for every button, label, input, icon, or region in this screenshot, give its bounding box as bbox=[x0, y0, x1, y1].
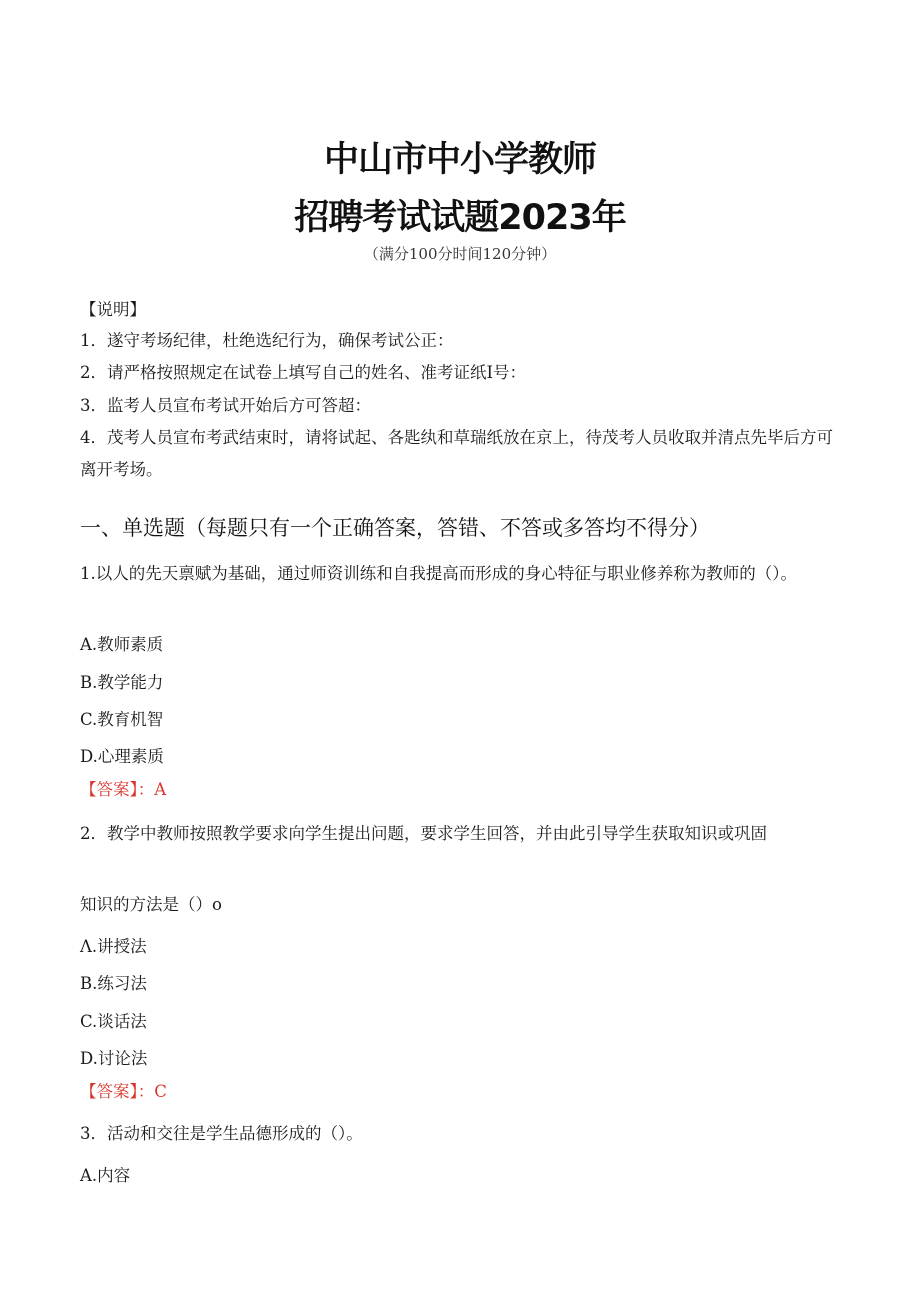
instruction-item: 1．遂守考场纪律，杜绝选纪行为，确保考试公正： bbox=[80, 331, 454, 350]
answer-label: 【答案】：A bbox=[80, 780, 167, 799]
question-option: A.教师素质 bbox=[80, 635, 164, 654]
question-option: B.教学能力 bbox=[80, 673, 164, 692]
section-heading: 一、单选题（每题只有一个正确答案，答错、不答或多答均不得分） bbox=[80, 516, 710, 540]
question-stem-continued: 知识的方法是（）o bbox=[80, 895, 222, 914]
exam-title-line-2: 招聘考试试题2023年 bbox=[294, 198, 626, 238]
exam-subtitle: （满分100分时间120分钟） bbox=[363, 245, 557, 263]
instruction-item: 4．茂考人员宣布考武结束时，请将试起、各匙纨和草瑞纸放在京上，待茂考人员收取并清点先毕后方可离开考场。 bbox=[80, 428, 833, 479]
question-stem: 3．活动和交往是学生品德形成的（）。 bbox=[80, 1124, 363, 1143]
question-option: Λ.讲授法 bbox=[80, 937, 147, 956]
question-stem: 1.以人的先天禀赋为基础，通过师资训练和自我提高而形成的身心特征与职业修养称为教师的（）。 bbox=[80, 564, 797, 583]
answer-label: 【答案】：C bbox=[80, 1082, 167, 1101]
question-stem: 2．教学中教师按照教学要求向学生提出问题，要求学生回答，并由此引导学生获取知识或巩固 bbox=[80, 824, 767, 843]
exam-title-line-1: 中山市中小学教师 bbox=[323, 140, 596, 180]
question-option: A.内容 bbox=[80, 1166, 131, 1185]
instructions-heading: 【说明】 bbox=[80, 300, 146, 319]
question-option: D.讨论法 bbox=[80, 1049, 148, 1068]
question-option: B.练习法 bbox=[80, 974, 147, 993]
question-option: C.谈话法 bbox=[80, 1012, 147, 1031]
instruction-item: 2．请严格按照规定在试卷上填写自己的姓名、准考证纸I号： bbox=[80, 363, 527, 382]
instruction-item: 3．监考人员宣布考试开始后方可答超： bbox=[80, 396, 371, 415]
question-option: C.教育机智 bbox=[80, 710, 164, 729]
question-option: D.心理素质 bbox=[80, 747, 164, 766]
